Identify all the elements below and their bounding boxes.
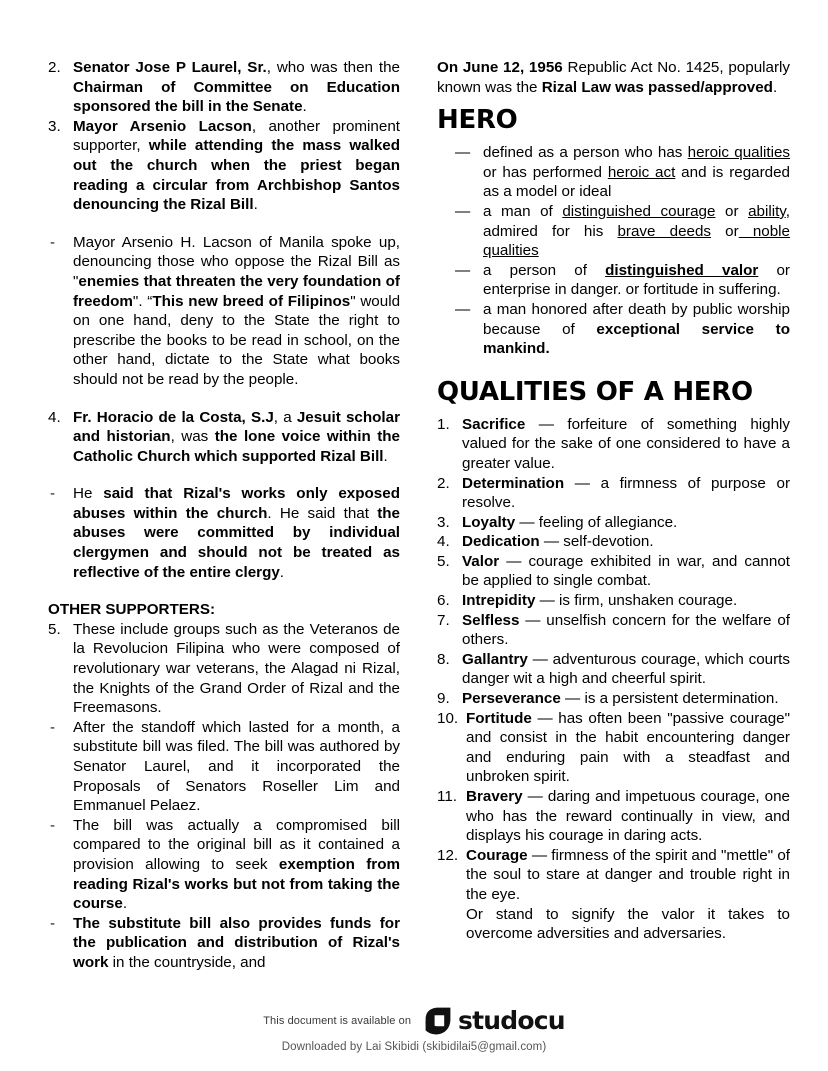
- list-item-numbered: [437, 415, 790, 474]
- list-marker: 4.: [437, 533, 450, 551]
- text-run: a man of: [483, 202, 563, 220]
- text-run: Mayor Arsenio H. Lacson of Manila spoke up, denouncing those who oppose the Rizal Bill as ": [73, 233, 400, 290]
- text-run: distinguished valor: [605, 261, 759, 279]
- right-column: [437, 58, 790, 944]
- text-run: brave deeds: [617, 222, 712, 240]
- section-heading: QUALITIES OF A HERO: [437, 376, 753, 407]
- text-run: defined as a person who has: [483, 144, 688, 162]
- list-item-dash: [48, 816, 400, 914]
- list-marker: 9.: [437, 690, 450, 708]
- sub-heading: OTHER SUPPORTERS:: [48, 601, 216, 619]
- text-run: Bravery: [466, 788, 523, 805]
- text-run: , who was then the: [266, 59, 400, 76]
- text-run: On June 12, 1956: [437, 59, 563, 76]
- text-run: a person of: [483, 261, 606, 279]
- studocu-wordmark: studocu: [458, 1006, 565, 1035]
- list-item-numbered: [437, 513, 790, 533]
- list-marker: 2.: [437, 474, 450, 492]
- text-run: the lone voice within the Catholic Church which supported Rizal Bill: [73, 428, 400, 465]
- list-marker: 2.: [48, 59, 61, 76]
- text-run: Senator Jose P Laurel, Sr.: [73, 59, 267, 76]
- list-marker: 11.: [437, 788, 457, 805]
- text-run: distinguished courage: [562, 202, 716, 220]
- text-run: Mayor Arsenio Lacson: [73, 117, 252, 135]
- text-run: — unselfish concern for the welfare of others.: [462, 611, 790, 649]
- text-run: or: [715, 202, 749, 220]
- text-run: — feeling of allegiance.: [515, 513, 678, 531]
- text-run: — firmness of the spirit and "mettle" of the soul to stare at danger and trouble right in the eye.: [466, 846, 790, 903]
- section-heading: HERO: [437, 105, 518, 136]
- list-item-numbered: [48, 620, 400, 718]
- list-marker: 12.: [437, 846, 459, 864]
- list-item-numbered: [437, 532, 790, 552]
- list-item-numbered: [48, 117, 400, 215]
- text-run: Rizal Law was passed/approved: [541, 78, 773, 96]
- studocu-banner: [0, 1007, 828, 1035]
- list-marker: 4.: [48, 408, 61, 426]
- text-run: — a firmness of purpose or resolve.: [462, 474, 790, 512]
- text-run: Determination: [462, 474, 565, 492]
- list-item-numbered: [437, 787, 790, 846]
- text-run: — is a persistent determination.: [560, 690, 779, 708]
- studocu-logo: [425, 1007, 565, 1035]
- page-footer: [0, 1007, 828, 1071]
- list-item-emdash: [455, 143, 790, 202]
- left-column: [48, 58, 400, 973]
- text-run: Courage: [466, 846, 528, 864]
- list-marker: 8.: [437, 650, 450, 668]
- text-run: . He said that: [267, 504, 378, 522]
- list-item-numbered: [437, 552, 790, 591]
- text-run: Sacrifice: [462, 415, 526, 433]
- list-item-numbered: [48, 408, 400, 467]
- list-marker: -: [50, 914, 56, 932]
- text-run: ". “: [132, 292, 153, 310]
- text-run: Valor: [462, 552, 500, 570]
- list-item-numbered: [437, 611, 790, 650]
- downloaded-by-label: Downloaded by Lai Skibidi (skibidilai5@gmail.com): [281, 1041, 547, 1053]
- text-run: Or stand to signify the valor it takes to overcome adversities and adversaries.: [466, 905, 790, 943]
- text-run: .: [383, 447, 388, 465]
- text-run: Selfless: [462, 611, 520, 629]
- spacer: [48, 582, 400, 600]
- text-run: said that Rizal's works only exposed abuses within the church: [73, 485, 400, 522]
- list-marker: -: [50, 816, 56, 834]
- text-run: ability: [748, 202, 786, 220]
- text-run: Republic Act No. 1425, popularly known was the: [437, 59, 790, 96]
- text-run: Fortitude: [466, 709, 532, 727]
- text-run: The substitute bill also provides funds for the publication and distribution of Rizal's work: [73, 914, 400, 971]
- list-item-numbered: [437, 591, 790, 611]
- text-run: .: [772, 78, 778, 96]
- list-item-numbered: [437, 846, 790, 905]
- text-run: .: [302, 98, 307, 116]
- list-item-emdash: [455, 202, 790, 261]
- text-run: while attending the mass walked out the church when the priest began reading a circular from Archbishop Santos denouncing the Rizal Bill: [73, 137, 400, 214]
- list-item-numbered: [437, 689, 790, 709]
- text-run: Loyalty: [462, 513, 516, 531]
- text-run: in the countryside, and: [108, 953, 266, 971]
- list-item-dash: [48, 233, 400, 390]
- text-run: the abuses were committed by individual clergymen and should not be treated as reflective of the entire clergy: [73, 504, 400, 581]
- text-run: or enterprise in danger. or fortitude in suffering.: [483, 261, 790, 299]
- list-marker: 3.: [437, 513, 450, 531]
- list-marker: —: [455, 202, 470, 220]
- spacer: [437, 97, 790, 105]
- text-run: , was: [170, 428, 215, 446]
- text-run: or: [711, 222, 739, 240]
- text-run: Intrepidity: [462, 592, 536, 610]
- list-marker: -: [50, 233, 56, 251]
- text-run: — forfeiture of something highly valued for the sake of one considered to have a greater value.: [462, 415, 790, 472]
- document-available-label: This document is available on: [263, 1015, 412, 1027]
- list-marker: -: [50, 718, 56, 736]
- spacer: [48, 466, 400, 484]
- list-item-emdash: [455, 261, 790, 300]
- spacer: [48, 215, 400, 233]
- text-run: He: [73, 485, 104, 503]
- text-run: , a: [273, 408, 297, 426]
- text-run: exemption from reading Rizal's works but not from taking the course: [73, 855, 400, 913]
- list-marker: 3.: [48, 117, 61, 135]
- list-marker: 6.: [437, 592, 450, 610]
- text-run: Jesuit scholar and historian: [73, 408, 400, 446]
- list-marker: —: [455, 144, 470, 162]
- spacer: [437, 135, 790, 143]
- text-run: Fr. Horacio de la Costa, S.J: [73, 408, 274, 426]
- text-run: and is regarded as a model or ideal: [483, 163, 791, 201]
- text-run: — is firm, unshaken courage.: [535, 592, 738, 610]
- text-run: Dedication: [462, 533, 540, 551]
- spacer: [48, 390, 400, 408]
- list-item-numbered: [437, 474, 790, 513]
- text-run: .: [122, 895, 128, 913]
- list-marker: 10.: [437, 709, 459, 727]
- text-run: .: [279, 563, 285, 581]
- list-marker: —: [455, 300, 470, 318]
- list-item-emdash: [455, 300, 790, 359]
- two-column-body: [0, 58, 828, 1018]
- text-run: The bill was actually a compromised bill compared to the original bill as it contained a provision allowing to seek: [73, 816, 400, 873]
- list-item-continuation: [437, 905, 790, 944]
- text-run: .: [253, 196, 258, 214]
- studocu-logo-icon: [425, 1007, 451, 1035]
- list-marker: 5.: [437, 552, 450, 570]
- paragraph: [437, 58, 790, 97]
- text-run: enemies that threaten the very foundation of freedom: [73, 272, 400, 310]
- text-run: or has performed: [483, 163, 608, 181]
- list-item-numbered: [437, 709, 790, 787]
- spacer: [437, 407, 790, 415]
- list-item-numbered: [437, 650, 790, 689]
- text-run: heroic qualities: [687, 144, 791, 162]
- text-run: After the standoff which lasted for a month, a substitute bill was filed. The bill was authored by Senator Laurel, and it incorporated the Proposals of Senators Roseller Lim and Emmanuel Pelaez.: [73, 718, 400, 815]
- text-run: — adventurous courage, which courts danger wit a high and cheerful spirit.: [462, 650, 790, 688]
- list-marker: -: [50, 485, 56, 503]
- text-run: , admired for his: [483, 202, 790, 240]
- text-run: This new breed of Filipinos: [152, 292, 351, 310]
- text-run: — daring and impetuous courage, one who has the reward continually in view, and displays his courage in daring acts.: [466, 788, 790, 845]
- list-item-dash: [48, 914, 400, 973]
- text-run: , another prominent supporter,: [73, 117, 400, 155]
- text-run: — courage exhibited in war, and cannot be applied to single combat.: [462, 552, 790, 590]
- text-run: a man honored after death by public worship because of: [483, 300, 790, 338]
- list-marker: 1.: [437, 415, 450, 433]
- text-run: Gallantry: [462, 650, 528, 668]
- list-marker: 5.: [48, 620, 61, 638]
- text-run: heroic act: [607, 163, 676, 181]
- text-run: Chairman of Committee on Education sponsored the bill in the Senate: [73, 78, 400, 116]
- text-run: — has often been "passive courage" and consist in the habit encountering danger and enduring pain with a steadfast and unbroken spirit.: [466, 709, 790, 786]
- list-item-dash: [48, 484, 400, 582]
- spacer: [437, 359, 790, 377]
- list-item-dash: [48, 718, 400, 816]
- text-run: — self-devotion.: [539, 533, 654, 551]
- text-run: Perseverance: [462, 690, 561, 708]
- list-marker: 7.: [437, 611, 450, 629]
- text-run: " would on one hand, deny to the State the right to prescribe the books to be read in school, on the other hand, dictate to the State what books should not be read by the people.: [73, 292, 401, 388]
- list-marker: —: [455, 261, 470, 279]
- text-run: noble qualities: [483, 222, 791, 260]
- text-run: exceptional service to mankind.: [483, 320, 791, 358]
- list-item-numbered: [48, 58, 400, 117]
- text-run: These include groups such as the Veteranos de la Revolucion Filipina who were composed of revolutionary war veterans, the Alagad ni Rizal, the Knights of the Grand Order of Rizal and the Freemasons.: [73, 620, 400, 717]
